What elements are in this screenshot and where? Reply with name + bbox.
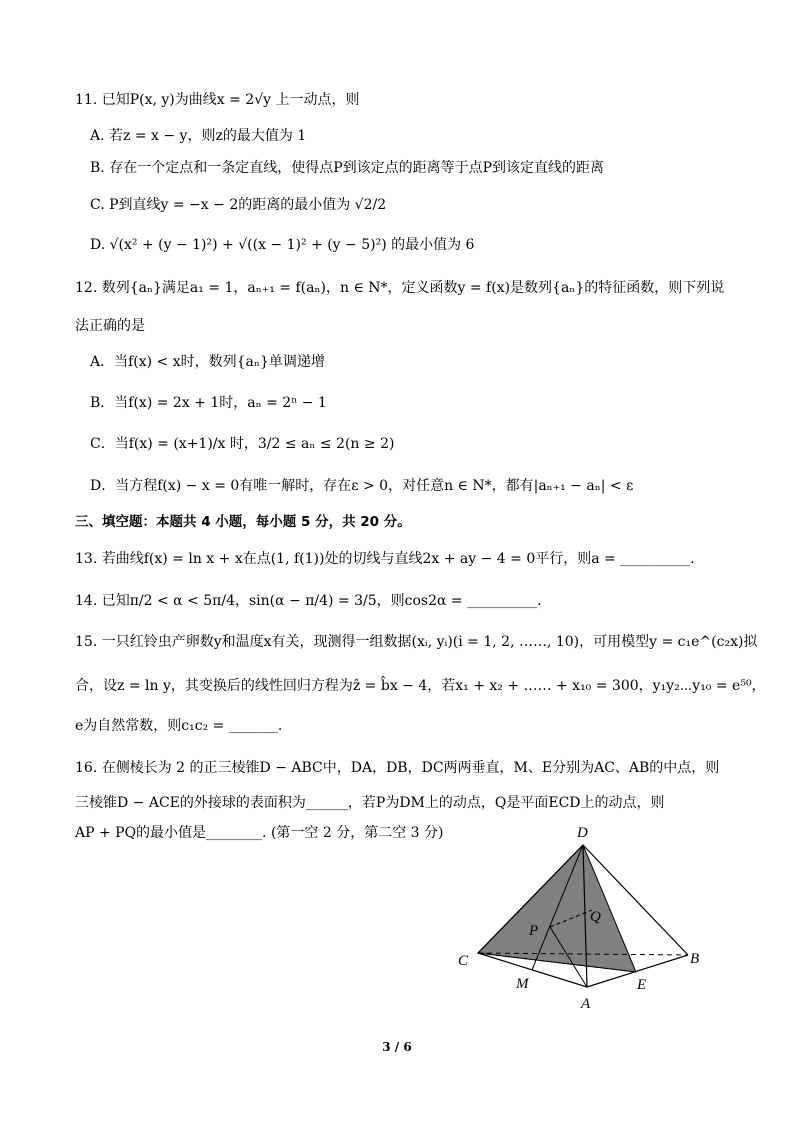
q12-option-d: D．当方程f(x) − x = 0有唯一解时，存在ε > 0，对任意n ∈ N*，都有|aₙ₊₁ − aₙ| < ε [90,478,634,494]
q11-option-c: C. P到直线y = −x − 2的距离的最小值为 √2/2 [90,197,387,213]
q11-option-a: A. 若z = x − y，则z的最大值为 1 [90,128,307,144]
q15-line1: 15. 一只红铃虫产卵数y和温度x有关，现测得一组数据(xᵢ, yᵢ)(i = 1, 2, ……, 10)，可用模型y = c₁e^(c₂x)拟 [75,634,758,650]
label-a: A [581,996,591,1012]
section-3-heading: 三、填空题：本题共 4 小题，每小题 5 分，共 20 分。 [75,514,411,530]
page-number: 3 / 6 [382,1040,412,1054]
q16-line3: AP + PQ的最小值是________. (第一空 2 分，第二空 3 分) [75,825,444,841]
label-e: E [637,977,647,993]
label-d: D [577,825,588,841]
q12-stem-line1: 12. 数列{aₙ}满足a₁ = 1，aₙ₊₁ = f(aₙ)，n ∈ N*，定义函数y = f(x)是数列{aₙ}的特征函数，则下列说 [75,280,725,296]
label-p: P [529,923,539,939]
q16-line2: 三棱锥D − ACE的外接球的表面积为______，若P为DM上的动点，Q是平面ECD上的动点，则 [75,795,665,811]
q12-option-b: B．当f(x) = 2x + 1时，aₙ = 2ⁿ − 1 [90,395,327,411]
q13-text: 13. 若曲线f(x) = ln x + x在点(1, f(1))处的切线与直线2x + ay − 4 = 0平行，则a = __________. [75,551,695,567]
q12-option-a: A．当f(x) < x时，数列{aₙ}单调递增 [90,354,325,370]
q11-option-b: B. 存在一个定点和一条定直线，使得点P到该定点的距离等于点P到该定直线的距离 [90,160,605,176]
q11-stem: 11. 已知P(x, y)为曲线x = 2√y 上一动点，则 [75,92,360,108]
q12-option-c: C．当f(x) = (x+1)/x 时，3/2 ≤ aₙ ≤ 2(n ≥ 2) [90,436,395,452]
label-q: Q [590,909,601,925]
q15-line2: 合，设z = ln y，其变换后的线性回归方程为ẑ = b̂x − 4，若x₁ + x₂ + …… + x₁₀ = 300，y₁y₂⋯y₁₀ = e⁵⁰， [75,678,766,694]
q12-stem-line2: 法正确的是 [75,318,145,334]
q14-text: 14. 已知π/2 < α < 5π/4，sin(α − π/4) = 3/5，则cos2α = __________. [75,593,542,609]
q16-line1: 16. 在侧棱长为 2 的正三棱锥D − ABC中，DA，DB，DC两两垂直，M、E分别为AC、AB的中点，则 [75,760,720,776]
q11-option-d: D. √(x² + (y − 1)²) + √((x − 1)² + (y − 5)²) 的最小值为 6 [90,237,475,253]
pyramid-figure [450,815,730,1015]
label-c: C [458,953,469,969]
label-m: M [516,976,529,992]
q15-line3: e为自然常数，则c₁c₂ = _______. [75,718,283,734]
label-b: B [690,951,700,967]
